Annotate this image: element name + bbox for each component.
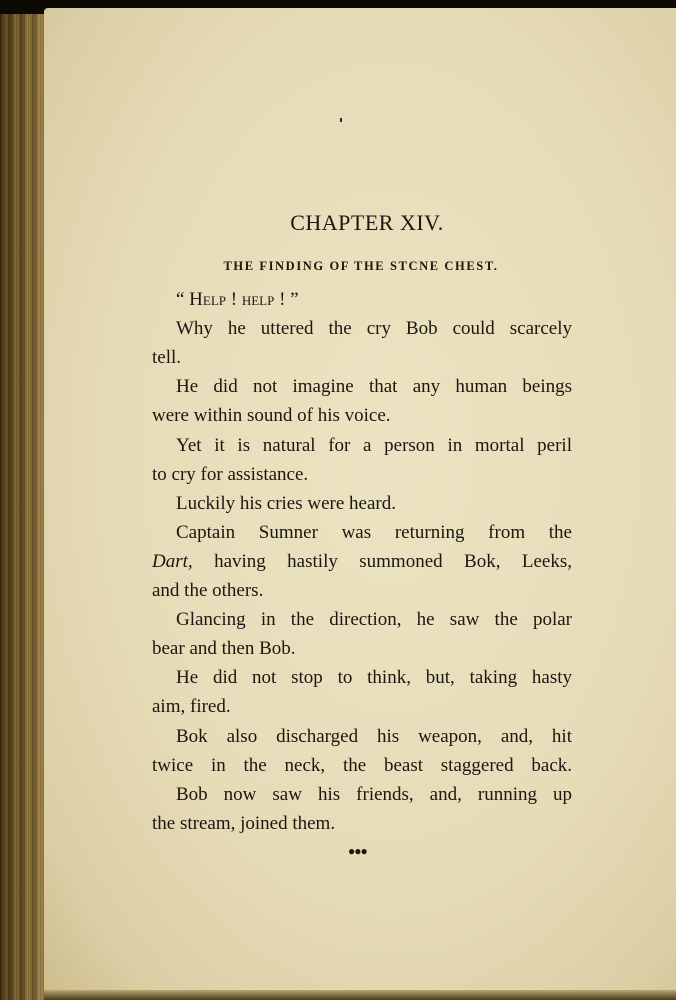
text-line: the stream, joined them. xyxy=(152,812,336,834)
text-line: Luckily his cries were heard. xyxy=(176,492,396,514)
text-line: Glancing in the direction, he saw the polar xyxy=(176,609,572,631)
text-line: to cry for assistance. xyxy=(152,463,309,485)
text-line: He did not stop to think, but, taking hasty xyxy=(176,667,572,689)
text-line: Dart, having hastily summoned Bok, Leeks, xyxy=(152,550,572,572)
end-ornament: ●●● xyxy=(348,844,367,858)
chapter-subtitle: THE FINDING OF THE STCNE CHEST. xyxy=(223,259,499,273)
text-line: “ Help ! help ! ” xyxy=(176,289,299,310)
text-line: aim, fired. xyxy=(152,696,231,718)
italic-word: Dart, xyxy=(152,550,193,572)
text-line: He did not imagine that any human beings xyxy=(176,376,572,398)
text-line: Bob now saw his friends, and, running up xyxy=(176,783,572,805)
text-line: were within sound of his voice. xyxy=(152,405,391,427)
text-line: Bok also discharged his weapon, and, hit xyxy=(176,725,572,747)
text-line: Why he uttered the cry Bob could scarcely xyxy=(176,318,572,340)
printing-mark xyxy=(340,118,342,122)
text-line: bear and then Bob. xyxy=(152,638,296,660)
text-line: Yet it is natural for a person in mortal peril xyxy=(176,434,572,456)
paper-bottom-edge xyxy=(44,990,676,1000)
text-line: tell. xyxy=(152,347,182,369)
text-line: twice in the neck, the beast staggered back. xyxy=(152,754,572,776)
text-line: Captain Sumner was returning from the xyxy=(176,521,572,543)
text-line: and the others. xyxy=(152,580,264,601)
chapter-title: CHAPTER XIV. xyxy=(290,210,444,235)
